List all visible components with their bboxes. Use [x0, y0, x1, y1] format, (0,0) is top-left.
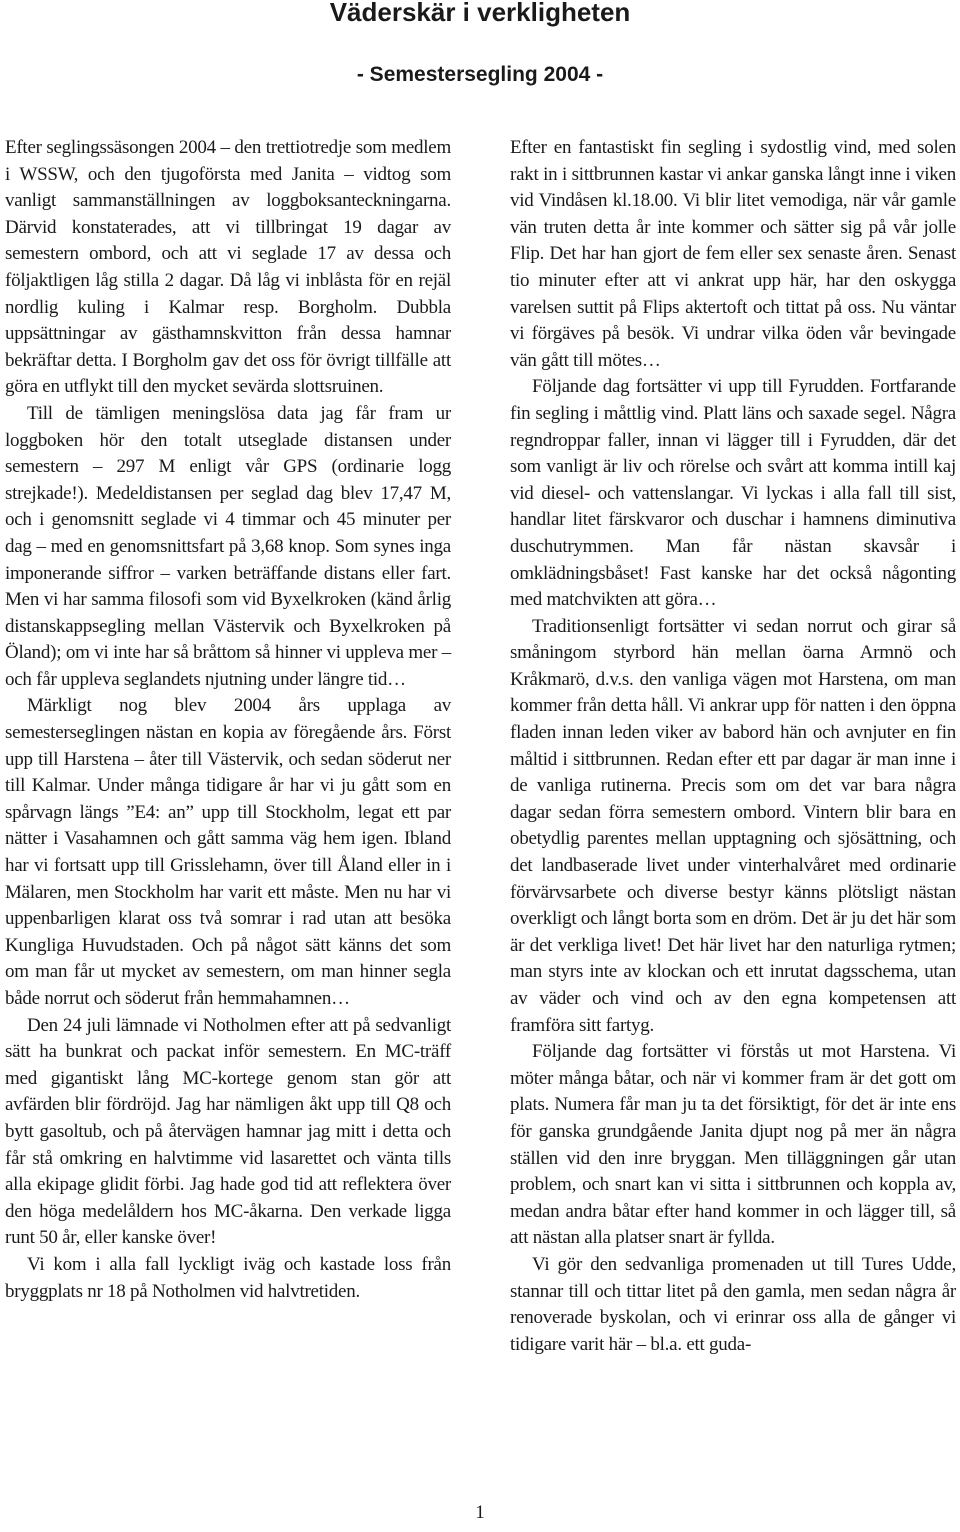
paragraph: Följande dag fortsätter vi förstås ut mot Harstena. Vi möter många båtar, och när vi kommer fram är det gott om plats. Numera får man ju ta det försiktigt, för det är inte ens för ganska grundgående Janita djupt nog på mer än några ställen vid den inre bryggan. Men tilläggningen går utan problem, och snart kan vi sitta i sittbrunnen och koppla av, medan andra båtar efter hand kommer in och lägger till, så att nästan alla platser snart är fyllda. [510, 1041, 956, 1249]
page-number: 1 [475, 1502, 485, 1523]
paragraph: Den 24 juli lämnade vi Notholmen efter att på sedvanligt sätt ha bunkrat och packat inför semestern. En MC-träff med gigantiskt lång MC-kortege genom stan gör att avfärden blir fördröjd. Jag har nämligen åkt upp till Q8 och bytt gasoltub, och på återvägen hamnar jag mitt i detta och får stå omkring en halvtimme vid lasarettet och vänta tills alla ekipage glidit förbi. Jag hade god tid att reflektera över den höga medelåldern hos MC-åkarna. Den verkade ligga runt 50 år, eller kanske över! [5, 1014, 451, 1249]
right-column [510, 135, 956, 1358]
paragraph: Märkligt nog blev 2004 års upplaga av semesterseglingen nästan en kopia av föregående års. Först upp till Harstena – åter till Västervik, och sedan söderut ner till Kalmar. Under många tidigare år har vi ju gått som en spårvagn längs ”E4: an” upp till Stockholm, legat ett par nätter i Vasahamnen och gått samma väg hem igen. Ibland har vi fortsatt upp till Grisslehamn, över till Åland eller in i Mälaren, men Stockholm har varit ett måste. Men nu har vi uppenbarligen klarat oss två somrar i rad utan att besöka Kungliga Huvudstaden. Och på något sätt känns det som om man får ut mycket av semestern, om man hinner segla både norrut och söderut från hemmahamnen… [5, 695, 451, 1009]
paragraph: Vi gör den sedvanliga promenaden ut till Tures Udde, stannar till och tittar litet på den gamla, men sedan några år renoverade byskolan, och vi erinrar oss alla de gånger vi tidigare varit här – bl.a. ett guda- [510, 1253, 956, 1355]
paragraph: Till de tämligen meningslösa data jag får fram ur loggboken hör den totalt utseglade distansen under semestern – 297 M enligt vår GPS (ordinarie logg strejkade!). Medeldistansen per seglad dag blev 17,47 M, och i genomsnitt seglade vi 4 timmar och 45 minuter per dag – med en genomsnittsfart på 3,68 knop. Som synes inga imponerande siffror – varken beträffande distans eller fart. Men vi har samma filosofi som vid Byxelkroken (känd årlig distanskappsegling mellan Västervik och Byxelkroken på Öland); om vi inte har så bråttom så hinner vi uppleva mer – och får uppleva seglandets njutning under längre tid… [5, 402, 451, 690]
paragraph: Traditionsenligt fortsätter vi sedan norrut och girar så småningom styrbord hän mellan öarna Armnö och Kråkmarö, d.v.s. den vanliga vägen mot Harstena, om man kommer från detta håll. Vi ankrar upp för natten i den öppna fladen innan leden viker av babord hän och avnjuter en fin måltid i sittbrunnen. Redan efter ett par dagar är man inne i de vanliga rutinerna. Precis som om det var bara några dagar sedan förra semestern ombord. Vintern blir bara en obetydlig parentes mellan upptagning och sjösättning, och det landbaserade livet under vinterhalvåret med ordinarie förvärvsarbete och diverse bestyr känns plötsligt nästan overkligt och långt borta som en dröm. Det är ju det här som är det verkliga livet! Det här livet har den naturliga rytmen; man styrs inte av klockan och ett inrutat dagsschema, utan av väder och vind och av den egna kompetensen att framföra sitt fartyg. [510, 615, 956, 1036]
paragraph: Efter en fantastiskt fin segling i sydostlig vind, med solen rakt in i sittbrunnen kastar vi ankar ganska långt inne i viken vid Vindåsen kl.18.00. Vi blir litet vemodiga, när vår gamle vän truten detta år inte kommer och sätter sig på vår jolle Flip. Det har han gjort de fem eller sex senaste åren. Senast tio minuter efter att vi ankrat upp här, har den oskygga varelsen suttit på Flips aktertoft och tittat på oss. Nu väntar vi förgäves på besök. Vi undrar vilka öden vår bevingade vän gått till mötes… [510, 137, 956, 371]
document-subtitle: - Semestersegling 2004 - [356, 63, 604, 86]
document-title: Väderskär i verkligheten [329, 0, 631, 27]
paragraph: Efter seglingssäsongen 2004 – den trettiotredje som medlem i WSSW, och den tjugoförsta med Janita – vidtog som vanligt sammanställningen av loggboksanteckningarna. Därvid konstaterades, att vi tillbringat 19 dagar av semestern ombord, och att vi seglade 17 av dessa och följaktligen låg stilla 2 dagar. Då låg vi inblåsta för en rejäl nordlig kuling i Kalmar resp. Borgholm. Dubbla uppsättningar av gästhamnskvitton från dessa hamnar bekräftar detta. I Borgholm gav det oss för övrigt tillfälle att göra en utflykt till den mycket sevärda slottsruinen. [5, 137, 451, 398]
left-column [5, 135, 451, 1305]
paragraph: Vi kom i alla fall lyckligt iväg och kastade loss från bryggplats nr 18 på Notholmen vid halvtretiden. [5, 1253, 451, 1302]
paragraph: Följande dag fortsätter vi upp till Fyrudden. Fortfarande fin segling i måttlig vind. Platt läns och saxade segel. Några regndroppar faller, innan vi lägger till i Fyrudden, där det som vanligt är liv och rörelse och svårt att komma intill kaj vid diesel- och vattenslangar. Vi lyckas i alla fall till sist, handlar litet färskvaror och duschar i hamnens diminutiva duschutrymmen. Man får nästan skavsår i omklädningsbåset! Fast kanske har det också någonting med matchvikten att göra… [510, 376, 956, 611]
